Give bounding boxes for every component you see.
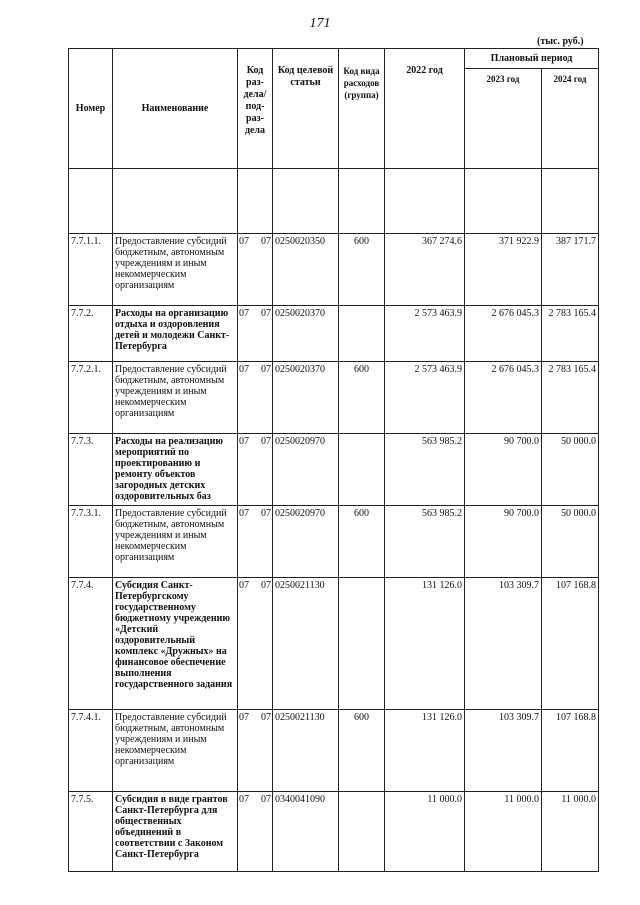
row-section-code — [238, 434, 273, 506]
subsection-code: 07 — [261, 236, 271, 247]
row-amount-2022: 367 274.6 — [385, 234, 465, 306]
subsection-code: 07 — [261, 436, 271, 447]
table-row — [69, 710, 599, 792]
budget-table — [68, 48, 599, 872]
subsection-code: 07 — [261, 308, 271, 319]
row-number: 7.7.5. — [69, 792, 113, 872]
row-amount-2022: 563 985.2 — [385, 434, 465, 506]
row-target-code: 0250020370 — [273, 362, 339, 434]
row-section-code — [238, 578, 273, 710]
header-target-code: Код целевой статьи — [273, 49, 339, 169]
row-section-code — [238, 506, 273, 578]
header-planned-period: Плановый период — [465, 49, 599, 69]
row-name: Расходы на организацию отдыха и оздоровления детей и молодежи Санкт-Петербурга — [113, 306, 238, 362]
subsection-code: 07 — [261, 508, 271, 519]
subsection-code: 07 — [261, 580, 271, 591]
row-amount-2024: 387 171.7 — [542, 234, 599, 306]
row-amount-2024: 2 783 165.4 — [542, 362, 599, 434]
header-2022: 2022 год — [385, 49, 465, 169]
row-amount-2024: 50 000.0 — [542, 434, 599, 506]
row-amount-2023: 11 000.0 — [465, 792, 542, 872]
row-amount-2023: 103 309.7 — [465, 710, 542, 792]
row-amount-2024: 107 168.8 — [542, 578, 599, 710]
row-amount-2022: 563 985.2 — [385, 506, 465, 578]
row-number: 7.7.4.1. — [69, 710, 113, 792]
row-section-code — [238, 710, 273, 792]
row-name: Предоставление субсидий бюджетным, автономным учреждениям и иным некоммерческим организациям — [113, 506, 238, 578]
row-target-code: 0340041090 — [273, 792, 339, 872]
table-row — [69, 434, 599, 506]
row-expense-code — [339, 434, 385, 506]
row-number: 7.7.4. — [69, 578, 113, 710]
row-target-code: 0250020370 — [273, 306, 339, 362]
section-code: 07 — [239, 364, 249, 375]
section-code: 07 — [239, 580, 249, 591]
header-expense-code: Код вида расходов (группа) — [339, 49, 385, 169]
spacer-row — [69, 169, 599, 234]
section-code: 07 — [239, 436, 249, 447]
row-amount-2022: 131 126.0 — [385, 710, 465, 792]
section-code: 07 — [239, 308, 249, 319]
row-name: Предоставление субсидий бюджетным, автономным учреждениям и иным некоммерческим организациям — [113, 234, 238, 306]
section-code: 07 — [239, 712, 249, 723]
table-row — [69, 792, 599, 872]
row-amount-2024: 107 168.8 — [542, 710, 599, 792]
row-amount-2023: 90 700.0 — [465, 434, 542, 506]
subsection-code: 07 — [261, 364, 271, 375]
row-amount-2024: 50 000.0 — [542, 506, 599, 578]
page-number: 171 — [309, 16, 331, 31]
row-target-code: 0250021130 — [273, 710, 339, 792]
row-number: 7.7.3.1. — [69, 506, 113, 578]
row-expense-code — [339, 792, 385, 872]
row-expense-code: 600 — [339, 234, 385, 306]
header-number: Номер — [69, 49, 113, 169]
row-target-code: 0250021130 — [273, 578, 339, 710]
row-name: Субсидия в виде грантов Санкт-Петербурга для общественных объединений в соответствии с Законом Санкт-Петербурга — [113, 792, 238, 872]
row-amount-2022: 11 000.0 — [385, 792, 465, 872]
row-section-code — [238, 234, 273, 306]
row-expense-code — [339, 578, 385, 710]
row-name: Субсидия Санкт-Петербургскому государственному бюджетному учреждению «Детский оздоровительный комплекс «Дружных» на финансовое обеспечение выполнения государственного задания — [113, 578, 238, 710]
row-number: 7.7.1.1. — [69, 234, 113, 306]
row-amount-2022: 2 573 463.9 — [385, 362, 465, 434]
row-expense-code: 600 — [339, 710, 385, 792]
row-amount-2022: 131 126.0 — [385, 578, 465, 710]
header-2023: 2023 год — [465, 69, 542, 169]
row-section-code — [238, 792, 273, 872]
row-section-code — [238, 306, 273, 362]
row-expense-code: 600 — [339, 362, 385, 434]
row-target-code: 0250020970 — [273, 434, 339, 506]
row-target-code: 0250020350 — [273, 234, 339, 306]
row-number: 7.7.2. — [69, 306, 113, 362]
section-code: 07 — [239, 794, 249, 805]
table-row — [69, 362, 599, 434]
row-section-code — [238, 362, 273, 434]
row-target-code: 0250020970 — [273, 506, 339, 578]
units-label: (тыс. руб.) — [537, 36, 584, 47]
row-number: 7.7.3. — [69, 434, 113, 506]
table-row — [69, 578, 599, 710]
row-amount-2023: 103 309.7 — [465, 578, 542, 710]
row-amount-2024: 11 000.0 — [542, 792, 599, 872]
section-code: 07 — [239, 508, 249, 519]
row-number: 7.7.2.1. — [69, 362, 113, 434]
row-name: Предоставление субсидий бюджетным, автономным учреждениям и иным некоммерческим организациям — [113, 710, 238, 792]
row-expense-code: 600 — [339, 506, 385, 578]
header-section-code: Код раз-дела/ под-раз-дела — [238, 49, 273, 169]
table-body — [69, 169, 599, 872]
row-amount-2023: 371 922.9 — [465, 234, 542, 306]
row-name: Расходы на реализацию мероприятий по проектированию и ремонту объектов загородных детских оздоровительных баз — [113, 434, 238, 506]
subsection-code: 07 — [261, 712, 271, 723]
header-name: Наименование — [113, 49, 238, 169]
row-name: Предоставление субсидий бюджетным, автономным учреждениям и иным некоммерческим организациям — [113, 362, 238, 434]
row-amount-2023: 90 700.0 — [465, 506, 542, 578]
subsection-code: 07 — [261, 794, 271, 805]
row-expense-code — [339, 306, 385, 362]
row-amount-2023: 2 676 045.3 — [465, 362, 542, 434]
row-amount-2023: 2 676 045.3 — [465, 306, 542, 362]
table-row — [69, 506, 599, 578]
section-code: 07 — [239, 236, 249, 247]
row-amount-2024: 2 783 165.4 — [542, 306, 599, 362]
header-2024: 2024 год — [542, 69, 599, 169]
row-amount-2022: 2 573 463.9 — [385, 306, 465, 362]
table-row — [69, 234, 599, 306]
table-row — [69, 306, 599, 362]
